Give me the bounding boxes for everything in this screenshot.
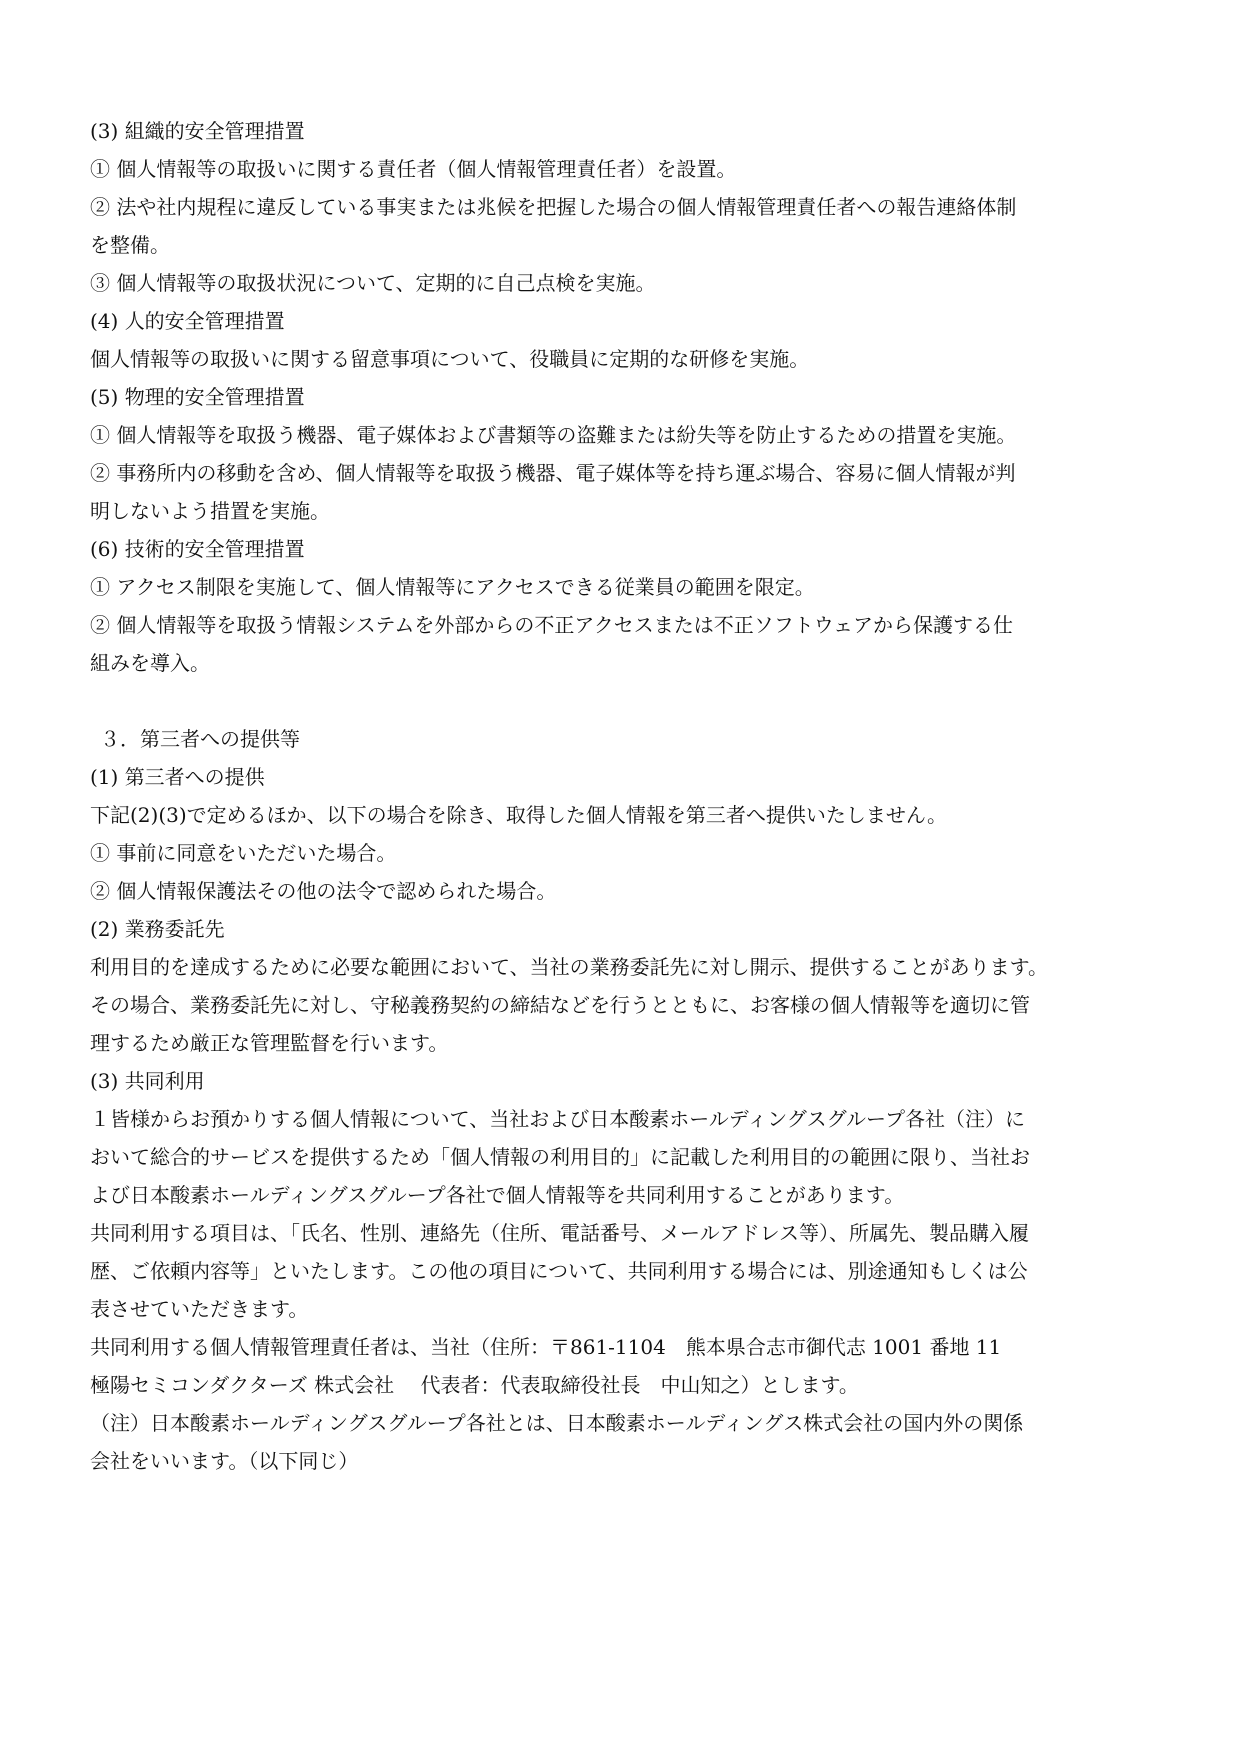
paragraph-line: ② 法や社内規程に違反している事実または兆候を把握した場合の個人情報管理責任者への報告連絡体制 — [90, 195, 1017, 219]
paragraph-line: 理するため厳正な管理監督を行います。 — [90, 1031, 449, 1055]
section-heading-human: (4) 人的安全管理措置 — [90, 309, 285, 333]
section-heading-provision: (1) 第三者への提供 — [90, 765, 265, 789]
section-heading-joint-use: (3) 共同利用 — [90, 1069, 205, 1093]
note-line: 会社をいいます。（以下同じ） — [90, 1449, 359, 1473]
note-line: （注）日本酸素ホールディングスグループ各社とは、日本酸素ホールディングス株式会社の国内外の関係 — [90, 1411, 1024, 1435]
paragraph-line: 明しないよう措置を実施。 — [90, 499, 330, 523]
paragraph-line: 共同利用する項目は、「氏名、性別、連絡先（住所、電話番号、メールアドレス等）、所属先、製品購入履 — [90, 1221, 1029, 1245]
paragraph-line: 共同利用する個人情報管理責任者は、当社（住所：〒861-1104 熊本県合志市御代志 1001 番地 11 — [90, 1335, 1002, 1359]
paragraph-line: ② 個人情報保護法その他の法令で認められた場合。 — [90, 879, 557, 903]
paragraph-line: ② 個人情報等を取扱う情報システムを外部からの不正アクセスまたは不正ソフトウェアから保護する仕 — [90, 613, 1013, 637]
paragraph-line: 表させていただきます。 — [90, 1297, 309, 1321]
paragraph-line: その場合、業務委託先に対し、守秘義務契約の締結などを行うとともに、お客様の個人情報等を適切に管 — [90, 993, 1030, 1017]
paragraph-line: ③ 個人情報等の取扱状況について、定期的に自己点検を実施。 — [90, 271, 656, 295]
section-heading-outsourcing: (2) 業務委託先 — [90, 917, 225, 941]
paragraph-line: 歴、ご依頼内容等」といたします。この他の項目について、共同利用する場合には、別途通知もしくは公 — [90, 1259, 1028, 1283]
paragraph-line: ① 個人情報等の取扱いに関する責任者（個人情報管理責任者）を設置。 — [90, 157, 737, 181]
section-heading-organizational: (3) 組織的安全管理措置 — [90, 119, 305, 143]
paragraph-line: ① 個人情報等を取扱う機器、電子媒体および書類等の盗難または紛失等を防止するための措置を実施。 — [90, 423, 1017, 447]
paragraph-line: ① 事前に同意をいただいた場合。 — [90, 841, 397, 865]
paragraph-line: よび日本酸素ホールディングスグループ各社で個人情報等を共同利用することがあります。 — [90, 1183, 905, 1207]
section-heading-technical: (6) 技術的安全管理措置 — [90, 537, 305, 561]
paragraph-line: ② 事務所内の移動を含め、個人情報等を取扱う機器、電子媒体等を持ち運ぶ場合、容易に個人情報が判 — [90, 461, 1016, 485]
paragraph-line: ① アクセス制限を実施して、個人情報等にアクセスできる従業員の範囲を限定。 — [90, 575, 815, 599]
paragraph-line: 下記(2)(3)で定めるほか、以下の場合を除き、取得した個人情報を第三者へ提供いたしません。 — [90, 803, 948, 827]
paragraph-line: 個人情報等の取扱いに関する留意事項について、役職員に定期的な研修を実施。 — [90, 347, 810, 371]
paragraph-line: おいて総合的サービスを提供するため「個人情報の利用目的」に記載した利用目的の範囲に限り、当社お — [90, 1145, 1030, 1169]
paragraph-line: 極陽セミコンダクターズ 株式会社 代表者：代表取締役社長 中山知之）とします。 — [90, 1373, 859, 1397]
paragraph-line: １皆様からお預かりする個人情報について、当社および日本酸素ホールディングスグループ各社（注）に — [90, 1107, 1025, 1131]
paragraph-line: 組みを導入。 — [90, 651, 210, 675]
document-body — [90, 112, 1115, 1480]
blank-line — [90, 682, 1115, 720]
paragraph-line: 利用目的を達成するために必要な範囲において、当社の業務委託先に対し開示、提供することがあります。 — [90, 955, 1048, 979]
section-heading-physical: (5) 物理的安全管理措置 — [90, 385, 305, 409]
paragraph-line: を整備。 — [90, 233, 170, 257]
chapter-heading-third-party: ３．第三者への提供等 — [100, 727, 300, 751]
